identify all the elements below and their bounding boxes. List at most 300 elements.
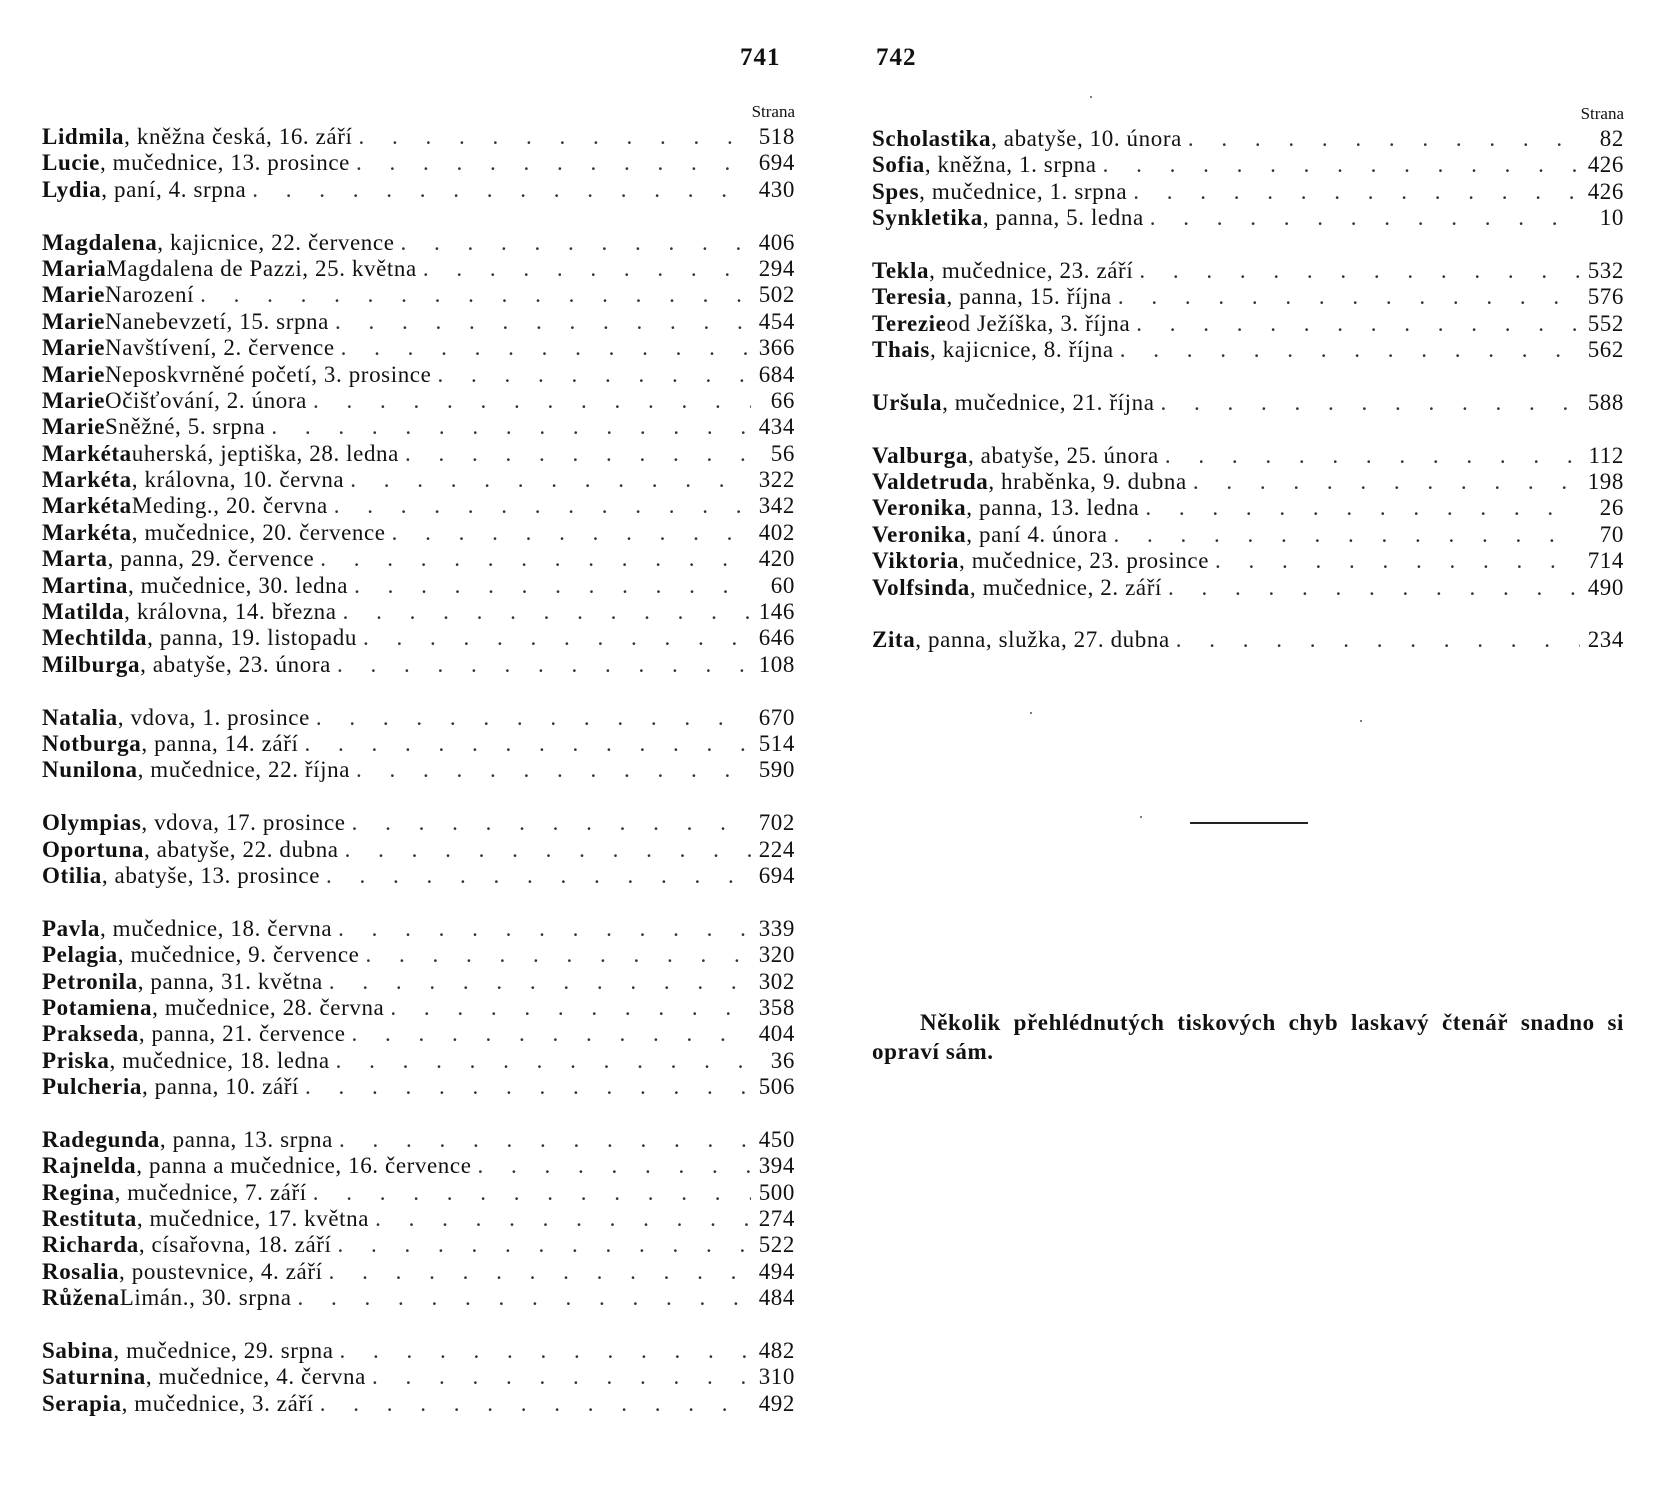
saint-name: Synkletika — [872, 205, 983, 231]
index-letter-group — [42, 810, 795, 889]
index-letter-group — [872, 258, 1624, 364]
saint-name: Marie — [42, 361, 106, 387]
page-reference: 56 — [770, 440, 795, 466]
index-entry — [42, 810, 795, 836]
entry-description: , mučednice, 17. května — [136, 1206, 370, 1232]
saint-name: Richarda — [42, 1232, 139, 1258]
dot-leader — [1209, 548, 1580, 574]
saint-name: Terezie — [872, 310, 947, 336]
dot-leader — [332, 916, 751, 942]
dot-leader — [344, 467, 751, 493]
saint-name: Mechtilda — [42, 625, 148, 651]
dot-leader — [1133, 258, 1580, 284]
saint-name: Růžena — [42, 1285, 120, 1311]
page-reference: 694 — [758, 862, 795, 888]
dot-leader — [323, 969, 751, 995]
page-reference: 562 — [1587, 337, 1624, 363]
dot-leader — [399, 441, 751, 467]
saint-name: Markéta — [42, 493, 132, 519]
page-reference: 430 — [758, 176, 795, 202]
index-entry — [42, 1338, 795, 1364]
saint-name: Nunilona — [42, 757, 138, 783]
index-letter-group — [42, 124, 795, 203]
dot-leader — [369, 1206, 751, 1232]
page-reference: 60 — [770, 572, 795, 598]
column-header-strana: Strana — [1580, 104, 1624, 123]
dot-leader — [330, 1048, 751, 1074]
saint-name: Otilia — [42, 862, 102, 888]
entry-description: , kněžna, 1. srpna — [924, 152, 1097, 178]
dot-leader — [1114, 337, 1580, 363]
index-column-right — [872, 100, 1624, 680]
saint-name: Oportuna — [42, 836, 144, 862]
dot-leader — [431, 362, 751, 388]
index-entry — [42, 1285, 795, 1311]
index-entry — [42, 1127, 795, 1153]
dot-leader — [346, 1021, 751, 1047]
entry-description: Očišťování, 2. února — [105, 387, 307, 413]
index-letter-group — [42, 1127, 795, 1312]
page-reference: 342 — [758, 493, 795, 519]
entry-description: , vdova, 17. prosince — [141, 810, 346, 836]
saint-name: Pelagia — [42, 942, 118, 968]
saint-name: Marta — [42, 546, 108, 572]
page-reference: 224 — [758, 836, 795, 862]
saint-name: Spes — [872, 178, 920, 204]
entry-description: , kněžna česká, 16. září — [124, 124, 353, 149]
entry-description: , mučednice, 7. září — [114, 1179, 307, 1205]
entry-description: , mučednice, 21. října — [942, 389, 1155, 415]
dot-leader — [472, 1153, 751, 1179]
page-reference: 426 — [1587, 152, 1624, 178]
saint-name: Pulcheria — [42, 1074, 142, 1100]
index-entry — [872, 575, 1624, 601]
index-entry — [42, 150, 795, 176]
saint-name: Volfsinda — [872, 574, 970, 600]
dot-leader — [395, 230, 751, 256]
entry-description: , panna, 10. září — [141, 1074, 300, 1100]
saint-name: Marie — [42, 335, 106, 361]
page-reference: 320 — [758, 942, 795, 968]
entry-description: , panna, 19. listopadu — [147, 625, 358, 651]
index-entry — [42, 1391, 795, 1417]
saint-name: Uršula — [872, 389, 943, 415]
index-entry — [872, 152, 1624, 178]
index-entry — [872, 179, 1624, 205]
dot-leader — [307, 388, 751, 414]
page-reference: 112 — [1588, 442, 1624, 468]
saint-name: Valburga — [872, 442, 968, 468]
index-entry — [42, 995, 795, 1021]
index-entry — [872, 311, 1624, 337]
page-reference: 450 — [758, 1126, 795, 1152]
dot-leader — [331, 652, 751, 678]
index-entry — [42, 230, 795, 256]
entry-description: , panna a mučednice, 16. července — [136, 1153, 472, 1179]
index-entry — [42, 625, 795, 651]
page-reference: 518 — [758, 124, 795, 149]
index-entry — [872, 390, 1624, 416]
saint-name: Sabina — [42, 1337, 114, 1363]
dot-leader — [357, 625, 751, 651]
page-reference: 82 — [1599, 126, 1624, 151]
entry-description: , mučednice, 29. srpna — [113, 1337, 334, 1363]
saint-name: Serapia — [42, 1390, 122, 1416]
entry-description: , panna, 21. července — [138, 1021, 346, 1047]
index-entry — [872, 205, 1624, 231]
dot-leader — [1108, 522, 1581, 548]
page-reference: 502 — [758, 282, 795, 308]
saint-name: Tekla — [872, 257, 930, 283]
entry-description: Meding., 20. června — [131, 493, 328, 519]
entry-description: , mučednice, 20. července — [131, 519, 386, 545]
entry-description: , panna, 15. října — [946, 284, 1112, 310]
index-letter-group — [872, 443, 1624, 601]
saint-name: Natalia — [42, 704, 118, 730]
index-letter-group — [872, 126, 1624, 232]
page-reference: 482 — [758, 1337, 795, 1363]
index-entry — [42, 1364, 795, 1390]
page-reference: 294 — [758, 255, 795, 281]
entry-description: Navštívení, 2. července — [105, 335, 335, 361]
index-groups-right — [872, 126, 1624, 654]
index-entry — [872, 284, 1624, 310]
page-number-right: 742 — [876, 44, 917, 71]
entry-description: , královna, 14. března — [124, 599, 337, 625]
index-entry — [42, 546, 795, 572]
index-entry — [872, 495, 1624, 521]
entry-description: od Ježíška, 3. října — [946, 310, 1131, 336]
page-reference: 702 — [758, 810, 795, 836]
page-reference: 274 — [758, 1206, 795, 1232]
saint-name: Magdalena — [42, 229, 158, 255]
page-reference: 492 — [758, 1390, 795, 1416]
index-letter-group — [42, 230, 795, 679]
index-entry — [42, 1206, 795, 1232]
index-entry — [872, 522, 1624, 548]
dot-leader — [310, 705, 751, 731]
dot-leader — [1139, 495, 1580, 521]
index-entry — [42, 309, 795, 335]
entry-description: , mučednice, 3. září — [121, 1390, 314, 1416]
dot-leader — [328, 493, 751, 519]
index-entry — [42, 942, 795, 968]
index-entry — [872, 443, 1624, 469]
saint-name: Prakseda — [42, 1021, 139, 1047]
dot-leader — [1127, 179, 1580, 205]
index-entry — [872, 126, 1624, 152]
saint-name: Rajnelda — [42, 1153, 137, 1179]
saint-name: Marie — [42, 414, 106, 440]
entry-description: , mučednice, 13. prosince — [99, 150, 350, 176]
page-reference: 310 — [758, 1364, 795, 1390]
index-entry — [42, 1180, 795, 1206]
saint-name: Regina — [42, 1179, 115, 1205]
dot-leader — [332, 1232, 751, 1258]
entry-description: , mučednice, 18. ledna — [109, 1047, 330, 1073]
index-entry — [42, 414, 795, 440]
print-speck — [1140, 816, 1142, 818]
saint-name: Saturnina — [42, 1364, 146, 1390]
entry-description: , kajicnice, 8. října — [929, 337, 1114, 363]
dot-leader — [417, 256, 751, 282]
index-entry — [42, 1048, 795, 1074]
dot-leader — [346, 810, 751, 836]
dot-leader — [1170, 627, 1580, 653]
index-entry — [42, 916, 795, 942]
saint-name: Sofia — [872, 152, 925, 178]
column-header-strana: Strana — [751, 102, 795, 121]
entry-description: , kajicnice, 22. července — [157, 229, 395, 255]
entry-description: , panna, služka, 27. dubna — [915, 627, 1170, 653]
entry-description: , mučednice, 4. června — [145, 1364, 366, 1390]
index-entry — [42, 362, 795, 388]
saint-name: Veronika — [872, 495, 967, 521]
dot-leader — [1155, 390, 1580, 416]
entry-description: , panna, 29. července — [107, 546, 315, 572]
entry-description: , vdova, 1. prosince — [117, 704, 310, 730]
dot-leader — [1182, 126, 1580, 152]
entry-description: , abatyše, 23. února — [140, 651, 331, 677]
entry-description: Nanebevzetí, 15. srpna — [105, 308, 329, 334]
dot-leader — [329, 309, 751, 335]
index-entry — [42, 1153, 795, 1179]
saint-name: Lidmila — [42, 124, 125, 149]
dot-leader — [194, 282, 751, 308]
page-reference: 588 — [1587, 389, 1624, 415]
page-reference: 402 — [758, 519, 795, 545]
dot-leader — [384, 995, 751, 1021]
entry-description: Narození — [105, 282, 195, 308]
page-reference: 590 — [758, 757, 795, 783]
dot-leader — [314, 1391, 751, 1417]
saint-name: Marie — [42, 308, 106, 334]
page-reference: 70 — [1599, 521, 1624, 547]
dot-leader — [246, 177, 751, 203]
page-reference: 714 — [1587, 548, 1624, 574]
page-reference: 36 — [770, 1047, 795, 1073]
entry-description: , abatyše, 25. února — [967, 442, 1159, 468]
saint-name: Pavla — [42, 915, 100, 941]
index-entry — [872, 337, 1624, 363]
index-entry — [872, 258, 1624, 284]
page-reference: 26 — [1599, 495, 1624, 521]
entry-description: Sněžné, 5. srpna — [105, 414, 266, 440]
index-entry — [42, 520, 795, 546]
index-entry — [42, 731, 795, 757]
page-reference: 514 — [758, 730, 795, 756]
dot-leader — [1130, 311, 1580, 337]
page-reference: 500 — [758, 1179, 795, 1205]
entry-description: , panna, 13. srpna — [159, 1126, 333, 1152]
entry-description: , hraběnka, 9. dubna — [988, 469, 1187, 495]
saint-name: Notburga — [42, 730, 142, 756]
index-entry — [42, 863, 795, 889]
page-reference: 358 — [758, 994, 795, 1020]
dot-leader — [1097, 152, 1580, 178]
index-entry — [42, 493, 795, 519]
page-reference: 146 — [758, 599, 795, 625]
index-entry — [42, 256, 795, 282]
index-entry — [872, 627, 1624, 653]
dot-leader — [1144, 205, 1580, 231]
saint-name: Veronika — [872, 521, 967, 547]
page-reference: 484 — [758, 1285, 795, 1311]
saint-name: Zita — [872, 627, 916, 653]
page-reference: 322 — [758, 467, 795, 493]
entry-description: , paní 4. února — [966, 521, 1108, 547]
page-reference: 108 — [758, 651, 795, 677]
index-entry — [42, 969, 795, 995]
page-reference: 426 — [1587, 178, 1624, 204]
entry-description: Limán., 30. srpna — [119, 1285, 292, 1311]
page-reference: 506 — [758, 1074, 795, 1100]
index-entry — [872, 469, 1624, 495]
saint-name: Matilda — [42, 599, 125, 625]
dot-leader — [350, 757, 751, 783]
saint-name: Radegunda — [42, 1126, 160, 1152]
entry-description: , abatyše, 22. dubna — [143, 836, 339, 862]
index-entry — [42, 705, 795, 731]
index-entry — [42, 757, 795, 783]
saint-name: Maria — [42, 255, 107, 281]
entry-description: Magdalena de Pazzi, 25. května — [106, 255, 417, 281]
entry-description: , královna, 10. června — [131, 467, 345, 493]
index-letter-group — [872, 627, 1624, 653]
page-reference: 522 — [758, 1232, 795, 1258]
page-reference: 198 — [1587, 469, 1624, 495]
index-entry — [42, 599, 795, 625]
saint-name: Lucie — [42, 150, 100, 176]
index-entry — [42, 1232, 795, 1258]
page-reference: 234 — [1587, 627, 1624, 653]
page-reference: 366 — [758, 335, 795, 361]
page-reference: 494 — [758, 1258, 795, 1284]
entry-description: , abatyše, 13. prosince — [101, 862, 321, 888]
page-reference: 404 — [758, 1021, 795, 1047]
saint-name: Restituta — [42, 1206, 137, 1232]
dot-leader — [353, 124, 752, 150]
saint-name: Lydia — [42, 176, 102, 202]
saint-name: Teresia — [872, 284, 947, 310]
index-entry — [42, 177, 795, 203]
dot-leader — [1112, 284, 1580, 310]
errata-note: Několik přehlédnutých tiskových chyb laskavý čtenář snadno si opraví sám. — [872, 1010, 1624, 1064]
page-reference: 394 — [758, 1153, 795, 1179]
index-entry — [872, 548, 1624, 574]
dot-leader — [1162, 575, 1580, 601]
index-entry — [42, 388, 795, 414]
dot-leader — [335, 335, 751, 361]
entry-description: , panna, 31. května — [137, 968, 323, 994]
dot-leader — [1159, 443, 1580, 469]
page-reference: 420 — [758, 546, 795, 572]
print-speck — [1360, 720, 1362, 722]
index-entry — [42, 124, 795, 150]
index-entry — [42, 1074, 795, 1100]
page-reference: 670 — [758, 704, 795, 730]
saint-name: Markéta — [42, 440, 132, 466]
page-reference: 576 — [1587, 284, 1624, 310]
dot-leader — [350, 150, 751, 176]
saint-name: Priska — [42, 1047, 110, 1073]
saint-name: Thais — [872, 337, 930, 363]
dot-leader — [334, 1338, 751, 1364]
entry-description: , panna, 5. ledna — [982, 205, 1144, 231]
saint-name: Rosalia — [42, 1258, 120, 1284]
page-reference: 66 — [770, 387, 795, 413]
page-reference: 434 — [758, 414, 795, 440]
saint-name: Petronila — [42, 968, 138, 994]
dot-leader — [307, 1180, 751, 1206]
index-column-left — [42, 100, 795, 1444]
entry-description: , poustevnice, 4. září — [119, 1258, 323, 1284]
entry-description: , abatyše, 10. února — [991, 126, 1182, 151]
entry-description: , mučednice, 28. června — [152, 994, 385, 1020]
dot-leader — [265, 414, 751, 440]
saint-name: Scholastika — [872, 126, 992, 151]
page-reference: 490 — [1587, 574, 1624, 600]
entry-description: Neposkvrněné početí, 3. prosince — [105, 361, 432, 387]
entry-description: , paní, 4. srpna — [101, 176, 247, 202]
saint-name: Potamiena — [42, 994, 153, 1020]
entry-description: , mučednice, 30. ledna — [127, 572, 349, 598]
page-reference: 339 — [758, 915, 795, 941]
saint-name: Martina — [42, 572, 128, 598]
saint-name: Viktoria — [872, 548, 959, 574]
page-reference: 10 — [1599, 205, 1624, 231]
print-speck — [1030, 712, 1032, 714]
index-entry — [42, 335, 795, 361]
saint-name: Valdetruda — [872, 469, 989, 495]
print-speck — [1090, 96, 1092, 98]
entry-description: , císařovna, 18. září — [138, 1232, 332, 1258]
saint-name: Marie — [42, 387, 106, 413]
dot-leader — [299, 1074, 751, 1100]
entry-description: , panna, 13. ledna — [966, 495, 1140, 521]
index-letter-group — [872, 390, 1624, 416]
index-entry — [42, 467, 795, 493]
entry-description: , mučednice, 22. října — [137, 757, 351, 783]
page-reference: 646 — [758, 625, 795, 651]
saint-name: Olympias — [42, 810, 142, 836]
dot-leader — [337, 599, 751, 625]
entry-description: , mučednice, 18. června — [99, 915, 333, 941]
dot-leader — [359, 942, 751, 968]
saint-name: Milburga — [42, 651, 141, 677]
saint-name: Markéta — [42, 467, 132, 493]
index-entry — [42, 1259, 795, 1285]
index-entry — [42, 1021, 795, 1047]
dot-leader — [323, 1259, 751, 1285]
dot-leader — [292, 1285, 751, 1311]
index-entry — [42, 573, 795, 599]
index-entry — [42, 652, 795, 678]
entry-description: , mučednice, 23. prosince — [959, 548, 1210, 574]
dot-leader — [314, 546, 751, 572]
saint-name: Markéta — [42, 519, 132, 545]
page-reference: 406 — [758, 229, 795, 255]
page-reference: 454 — [758, 308, 795, 334]
saint-name: Marie — [42, 282, 106, 308]
page-reference: 684 — [758, 361, 795, 387]
entry-description: , mučednice, 1. srpna — [919, 178, 1128, 204]
page-reference: 302 — [758, 968, 795, 994]
dot-leader — [366, 1364, 751, 1390]
entry-description: , panna, 14. září — [141, 730, 299, 756]
dot-leader — [320, 863, 751, 889]
section-divider — [1190, 822, 1308, 824]
